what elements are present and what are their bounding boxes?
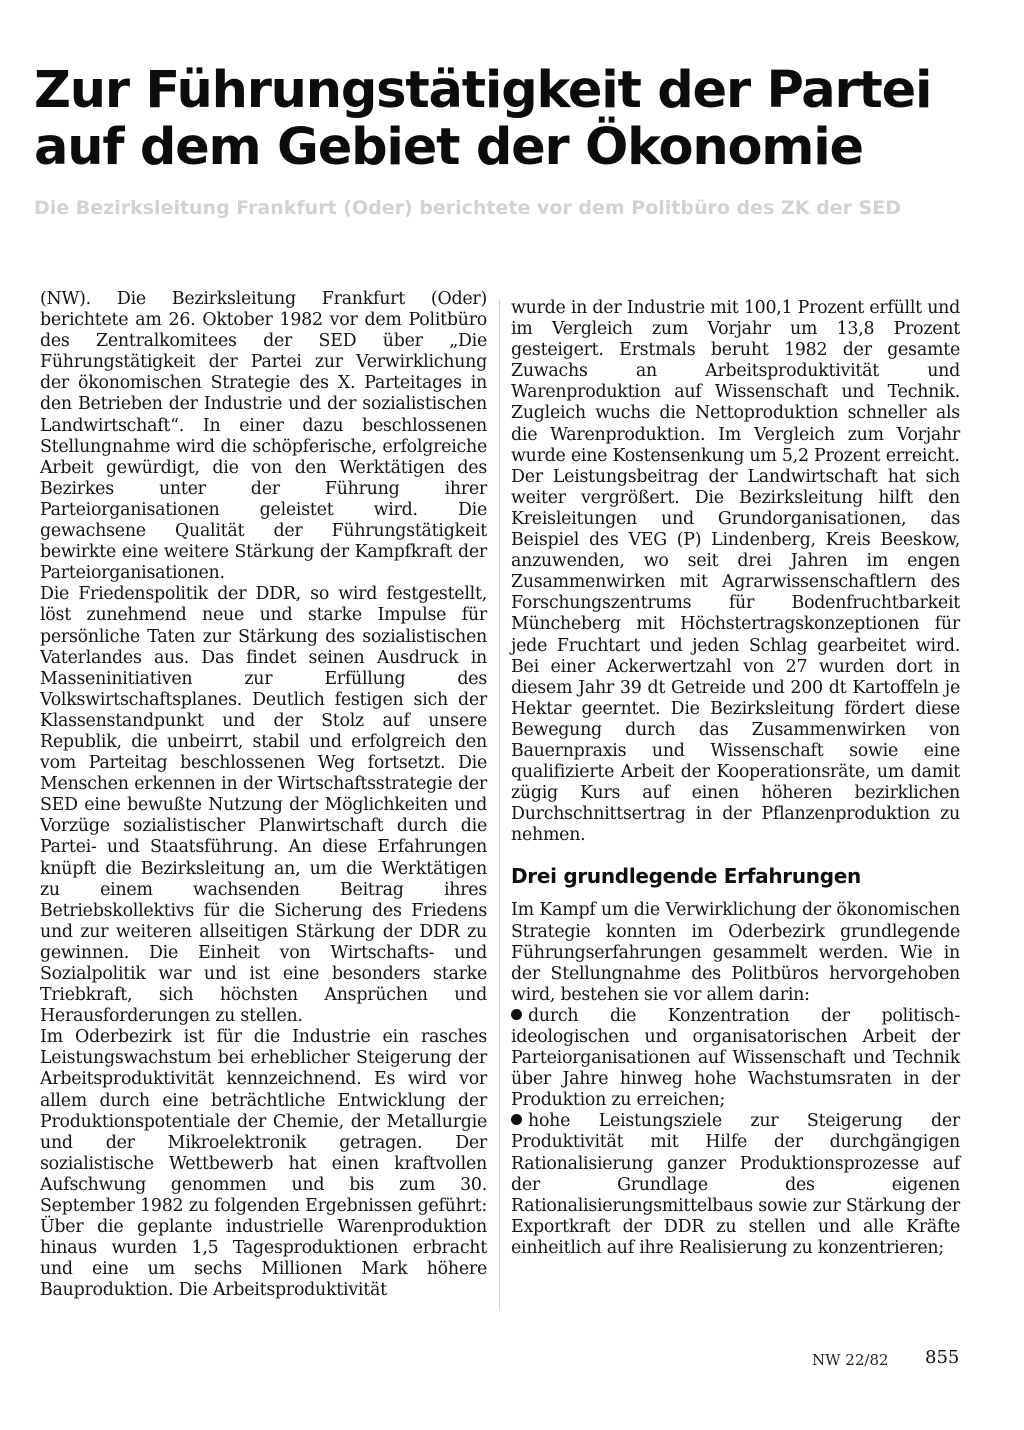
paragraph: Im Oderbezirk ist für die Industrie ein rasches Leistungswachstum bei erheblicher Steigerung der Arbeitsproduktivität kennzeichnend. Es wird vor allem durch eine beträchtliche Entwicklung der Produktionspotentiale der Chemie, der Metallurgie und der Mikroelektronik getragen. Der sozialistische Wettbewerb hat einen kraftvollen Aufschwung genommen und bis zum 30. September 1982 zu folgenden Ergebnissen geführt: Über die geplante industrielle Warenproduktion hinaus wurden 1,5 Tagesproduktionen erbracht und eine um sechs Millionen Mark höhere Bauproduktion. Die Arbeitsproduktivität: [40, 1027, 487, 1301]
bullet-item: [511, 1006, 960, 1111]
article-subheadline: Die Bezirksleitung Frankfurt (Oder) berichtete vor dem Politbüro des ZK der SED: [34, 197, 901, 219]
paragraph: (NW). Die Bezirksleitung Frankfurt (Oder) berichtete am 26. Oktober 1982 vor dem Politbüro des Zentralkomitees der SED über „Die Führungstätigkeit der Partei zur Verwirklichung der ökonomischen Strategie des X. Parteitages in den Betrieben der Industrie und der sozialistischen Landwirtschaft“. In einer dazu beschlossenen Stellungnahme wird die schöpferische, erfolgreiche Arbeit gewürdigt, die von den Werktätigen des Bezirkes unter der Führung ihrer Parteiorganisationen geleistet wird. Die gewachsene Qualität der Führungstätigkeit bewirkte eine weitere Stärkung der Kampfkraft der Parteiorganisationen.: [40, 289, 487, 584]
bullet-item: [511, 1111, 960, 1259]
bullet-text: durch die Konzentration der politisch-ideologischen und organisatorischen Arbeit der Parteiorganisationen auf Wissenschaft und Technik über Jahre hinweg hohe Wachstumsraten in der Produktion zu erreichen;: [511, 1005, 960, 1111]
column-divider: [499, 300, 500, 1310]
bullet-text: hohe Leistungsziele zur Steigerung der Produktivität mit Hilfe der durchgängigen Rationalisierung ganzer Produktionsprozesse auf der Grundlage des eigenen Rationalisierungsmittelbaus sowie zur Stärkung der Exportkraft der DDR zu stellen und alle Kräfte einheitlich auf ihre Realisierung zu konzentrieren;: [511, 1111, 960, 1258]
paragraph: Der Leistungsbeitrag der Landwirtschaft hat sich weiter vergrößert. Die Bezirksleitung hilft den Kreisleitungen und Grundorganisationen, das Beispiel des VEG (P) Lindenberg, Kreis Beeskow, anzuwenden, wo seit drei Jahren im engen Zusammenwirken mit Agrarwissenschaftlern des Forschungszentrums für Bodenfruchtbarkeit Müncheberg mit Höchstertragskonzeptionen für jede Fruchtart und jeden Schlag gearbeitet wird. Bei einer Ackerwertzahl von 27 wurden dort in diesem Jahr 39 dt Getreide und 200 dt Kartoffeln je Hektar geerntet. Die Bezirksleitung fördert diese Bewegung durch das Zusammenwirken von Bauernpraxis und Wissenschaft sowie eine qualifizierte Arbeit der Kooperationsräte, um damit zügig Kurs auf einen höheren bezirklichen Durchschnittsertrag in der Pflanzenproduktion zu nehmen.: [511, 466, 960, 846]
bullet-dot-icon: [511, 1114, 522, 1125]
page-number: 855: [925, 1347, 960, 1368]
left-column: [40, 289, 487, 1302]
paragraph: wurde in der Industrie mit 100,1 Prozent erfüllt und im Vergleich zum Vorjahr um 13,8 Prozent gesteigert. Erstmals beruht 1982 der gesamte Zuwachs an Arbeitsproduktivität und Warenproduktion auf Wissenschaft und Technik. Zugleich wuchs die Nettoproduktion schneller als die Warenproduktion. Im Vergleich zum Vorjahr wurde eine Kostensenkung um 5,2 Prozent erreicht.: [511, 298, 960, 466]
headline-line-2: auf dem Gebiet der Ökonomie: [34, 118, 863, 177]
article-headline: [34, 62, 964, 176]
paragraph: Die Friedenspolitik der DDR, so wird festgestellt, löst zunehmend neue und starke Impulse für persönliche Taten zur Stärkung des sozialistischen Vaterlandes aus. Das findet seinen Ausdruck in Masseninitiativen zur Erfüllung des Volkswirtschaftsplanes. Deutlich festigen sich der Klassenstandpunkt und der Stolz auf unsere Republik, die unbeirrt, stabil und erfolgreich den vom Parteitag beschlossenen Weg fortsetzt. Die Menschen erkennen in der Wirtschaftsstrategie der SED eine bewußte Nutzung der Möglichkeiten und Vorzüge sozialistischer Planwirtschaft durch die Partei- und Staatsführung. An diese Erfahrungen knüpft die Bezirksleitung an, um die Werktätigen zu einem wachsenden Beitrag ihres Betriebskollektivs für die Sicherung des Friedens und zur weiteren allseitigen Stärkung der DDR zu gewinnen. Die Einheit von Wirtschafts- und Sozialpolitik war und ist eine besonders starke Triebkraft, sich höchsten Ansprüchen und Herausforderungen zu stellen.: [40, 584, 487, 1027]
issue-label: NW 22/82: [812, 1351, 889, 1369]
paragraph: Im Kampf um die Verwirklichung der ökonomischen Strategie konnten im Oderbezirk grundlegende Führungserfahrungen gesammelt werden. Wie in der Stellungnahme des Politbüros hervorgehoben wird, bestehen sie vor allem darin:: [511, 900, 960, 1005]
section-heading: Drei grundlegende Erfahrungen: [511, 864, 861, 889]
headline-line-1: Zur Führungstätigkeit der Partei: [34, 61, 932, 120]
right-column: [511, 298, 960, 1259]
bullet-dot-icon: [511, 1009, 522, 1020]
